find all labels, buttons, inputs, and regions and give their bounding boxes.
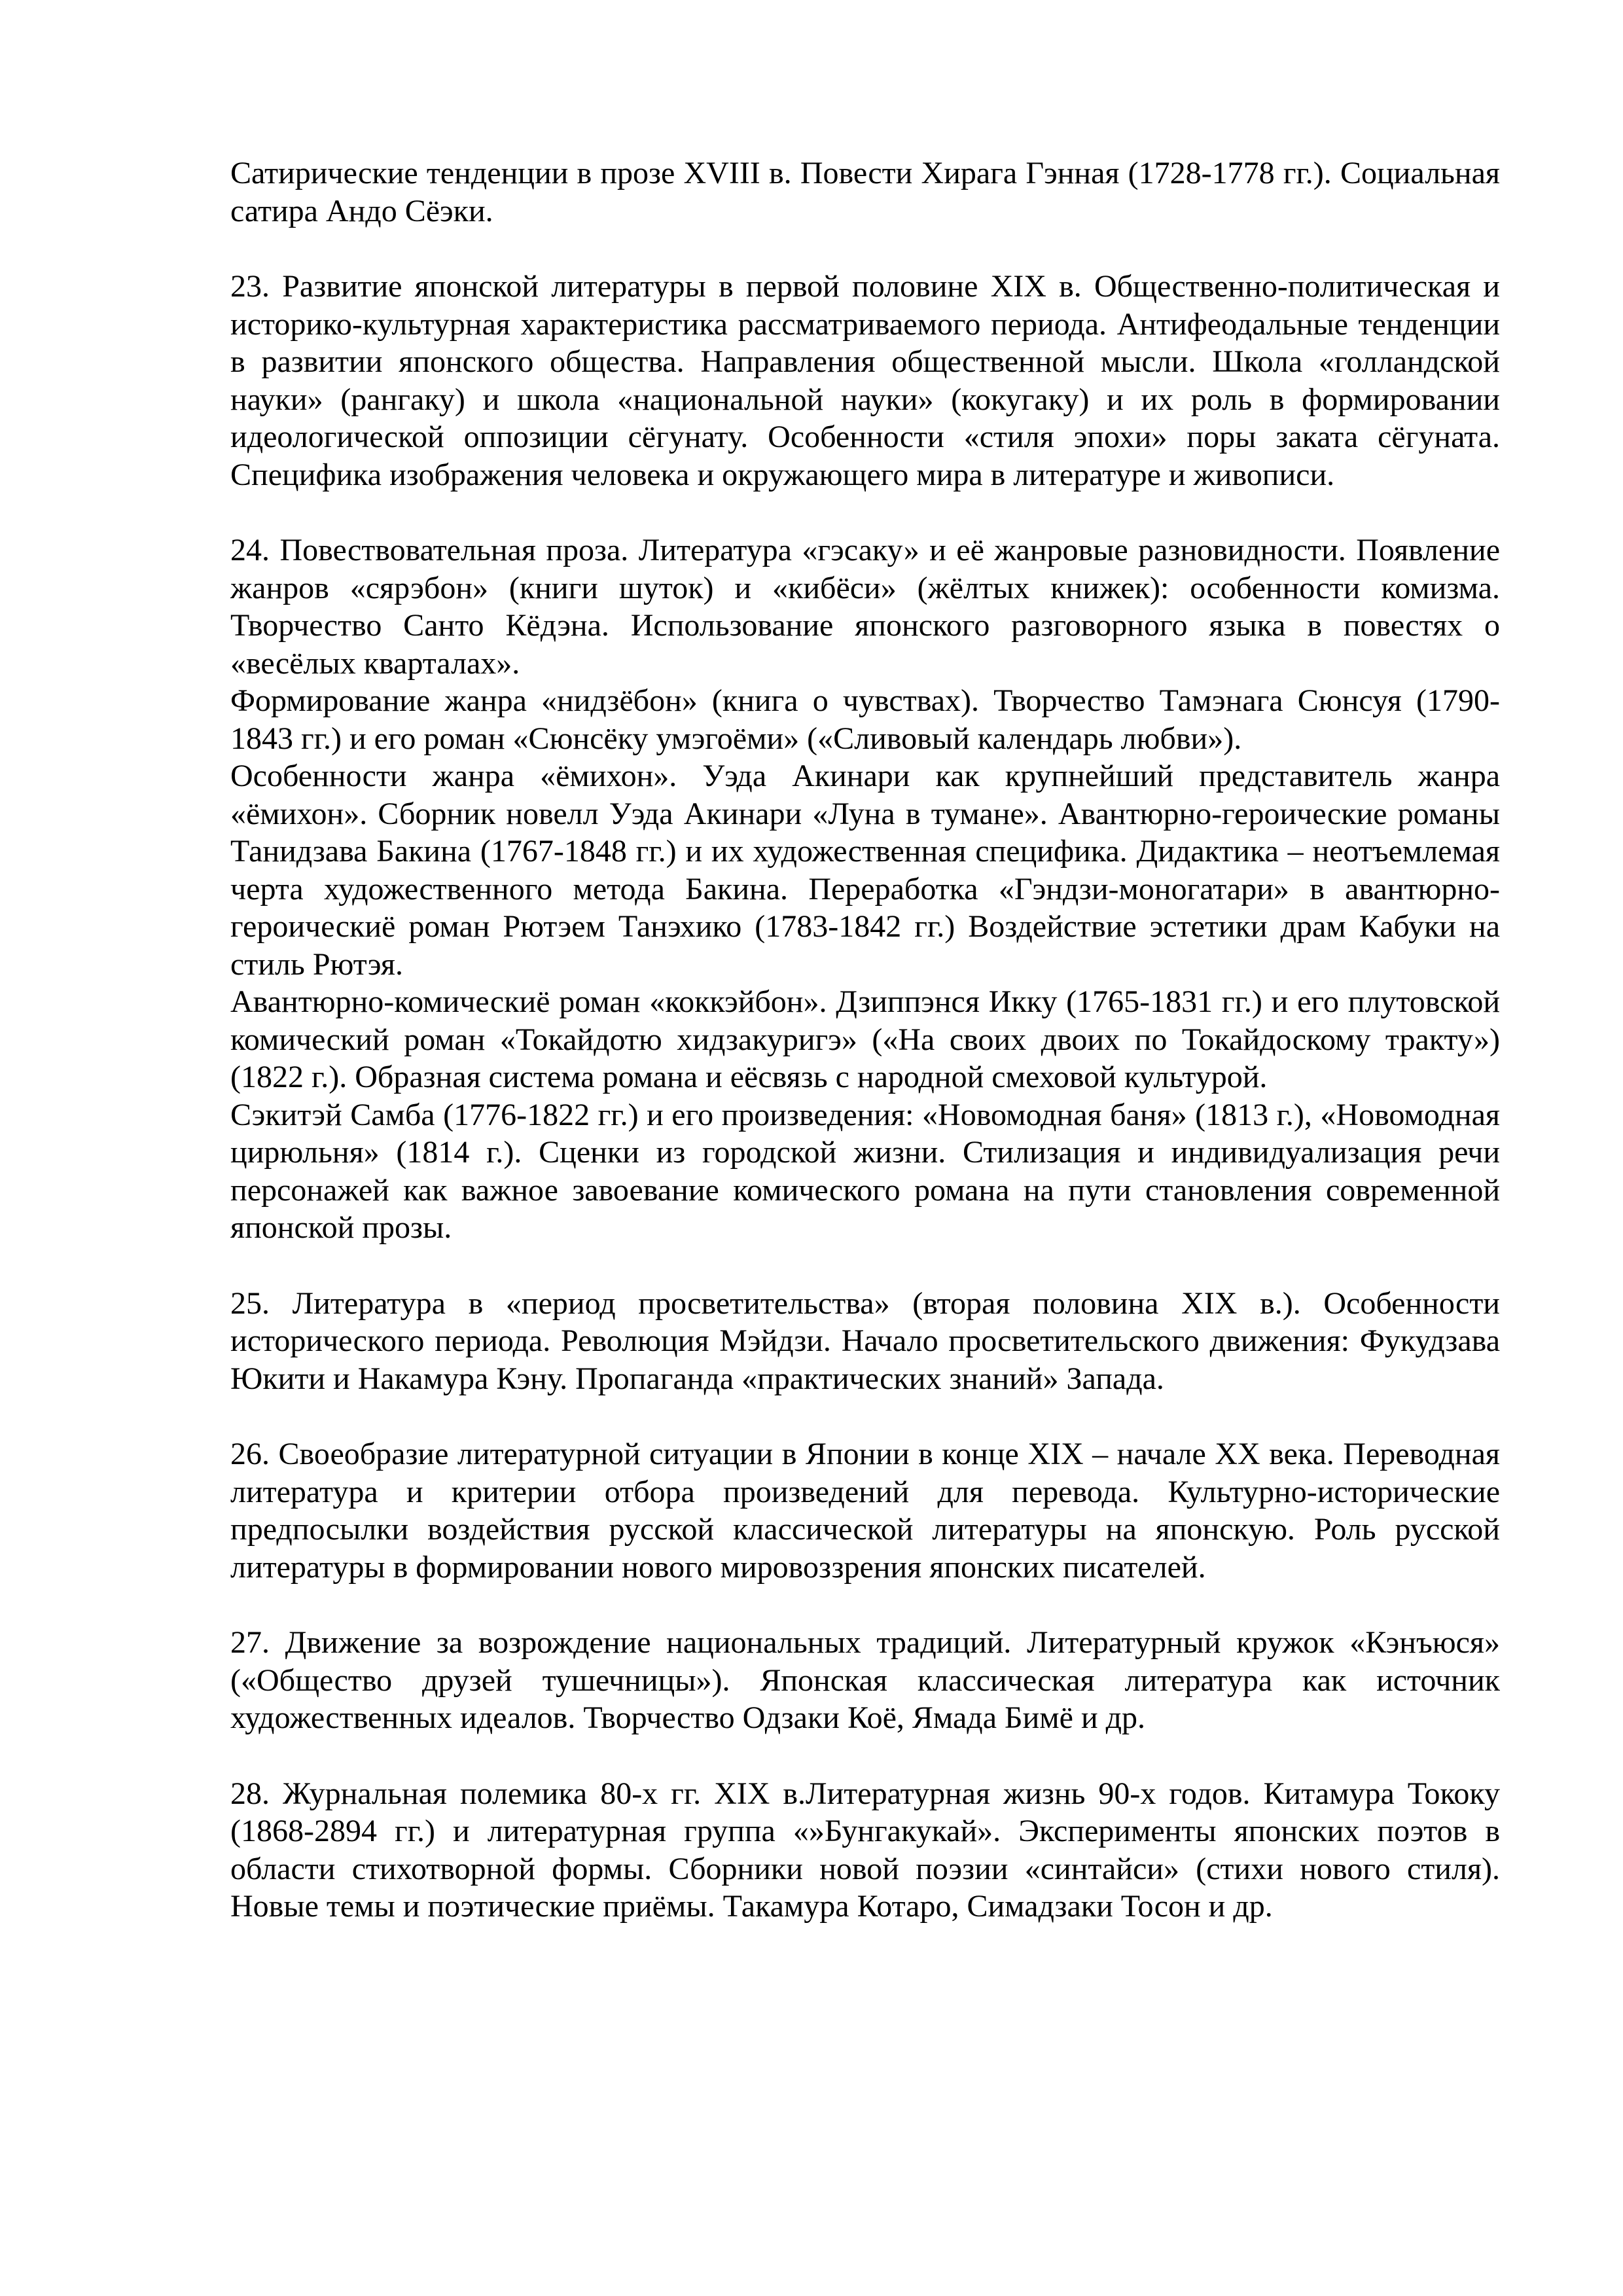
paragraph-item-24-nidzebon: Формирование жанра «нидзёбон» (книга о чувствах). Творчество Тамэнага Сюнсуя (1790-1843 гг.) и его роман «Сюнсёку умэгоёми» («Сливовый календарь любви»).	[230, 683, 1500, 756]
paragraph-item-24: 24. Повествовательная проза. Литература «гэсаку» и её жанровые разновидности. Появление жанров «сярэбон» (книги шуток) и «кибёси» (жёлтых книжек): особенности комизма. Творчество Санто Кёдэна. Использование японского разговорного языка в повестях о «весёлых кварталах».	[230, 533, 1500, 681]
paragraph-item-24-kokkeibon: Авантюрно-комическиё роман «коккэйбон». Дзиппэнся Икку (1765-1831 гг.) и его плутовской комический роман «Токайдотю хидзакуригэ» («На своих двоих по Токайдоскому тракту») (1822 г.). Образная система романа и еёсвязь с народной смеховой культурой.	[230, 984, 1500, 1094]
paragraph-item-26: 26. Своеобразие литературной ситуации в Японии в конце XIX – начале XX века. Переводная литература и критерии отбора произведений для перевода. Культурно-исторические предпосылки воздействия русской классической литературы на японскую. Роль русской литературы в формировании нового мировоззрения японских писателей.	[230, 1437, 1500, 1585]
paragraph-item-28: 28. Журнальная полемика 80-х гг. XIX в.Литературная жизнь 90-х годов. Китамура Тококу (1868-2894 гг.) и литературная группа «»Бунгакукай». Эксперименты японских поэтов в области стихотворной формы. Сборники новой поэзии «синтайси» (стихи нового стиля). Новые темы и поэтические приёмы. Такамура Котаро, Симадзаки Тосон и др.	[230, 1776, 1500, 1924]
paragraph-satire-continuation: Сатирические тенденции в прозе XVIII в. Повести Хирага Гэнная (1728-1778 гг.). Социальная сатира Андо Сёэки.	[230, 156, 1500, 228]
text-column	[230, 154, 1500, 1926]
paragraph-item-24-yomihon: Особенности жанра «ёмихон». Уэда Акинари как крупнейший представитель жанра «ёмихон». Сборник новелл Уэда Акинари «Луна в тумане». Авантюрно-героические романы Танидзава Бакина (1767-1848 гг.) и их художественная специфика. Дидактика – неотъемлемая черта художественного метода Бакина. Переработка «Гэндзи-моногатари» в авантюрно-героическиё роман Рютэем Танэхико (1783-1842 гг.) Воздействие эстетики драм Кабуки на стиль Рютэя.	[230, 759, 1500, 982]
paragraph-item-27: 27. Движение за возрождение национальных традиций. Литературный кружок «Кэнъюся» («Общество друзей тушечницы»). Японская классическая литература как источник художественных идеалов. Творчество Одзаки Коё, Ямада Бимё и др.	[230, 1625, 1500, 1735]
paragraph-item-24-samba: Сэкитэй Самба (1776-1822 гг.) и его произведения: «Новомодная баня» (1813 г.), «Новомодная цирюльня» (1814 г.). Сценки из городской жизни. Стилизация и индивидуализация речи персонажей как важное завоевание комического романа на пути становления современной японской прозы.	[230, 1097, 1500, 1245]
paragraph-item-23: 23. Развитие японской литературы в первой половине XIX в. Общественно-политическая и историко-культурная характеристика рассматриваемого периода. Антифеодальные тенденции в развитии японского общества. Направления общественной мысли. Школа «голландской науки» (рангаку) и школа «национальной науки» (кокугаку) и их роль в формировании идеологической оппозиции сёгунату. Особенности «стиля эпохи» поры заката сёгуната. Специфика изображения человека и окружающего мира в литературе и живописи.	[230, 269, 1500, 492]
paragraph-item-25: 25. Литература в «период просветительства» (вторая половина XIX в.). Особенности исторического периода. Революция Мэйдзи. Начало просветительского движения: Фукудзава Юкити и Накамура Кэну. Пропаганда «практических знаний» Запада.	[230, 1285, 1500, 1396]
